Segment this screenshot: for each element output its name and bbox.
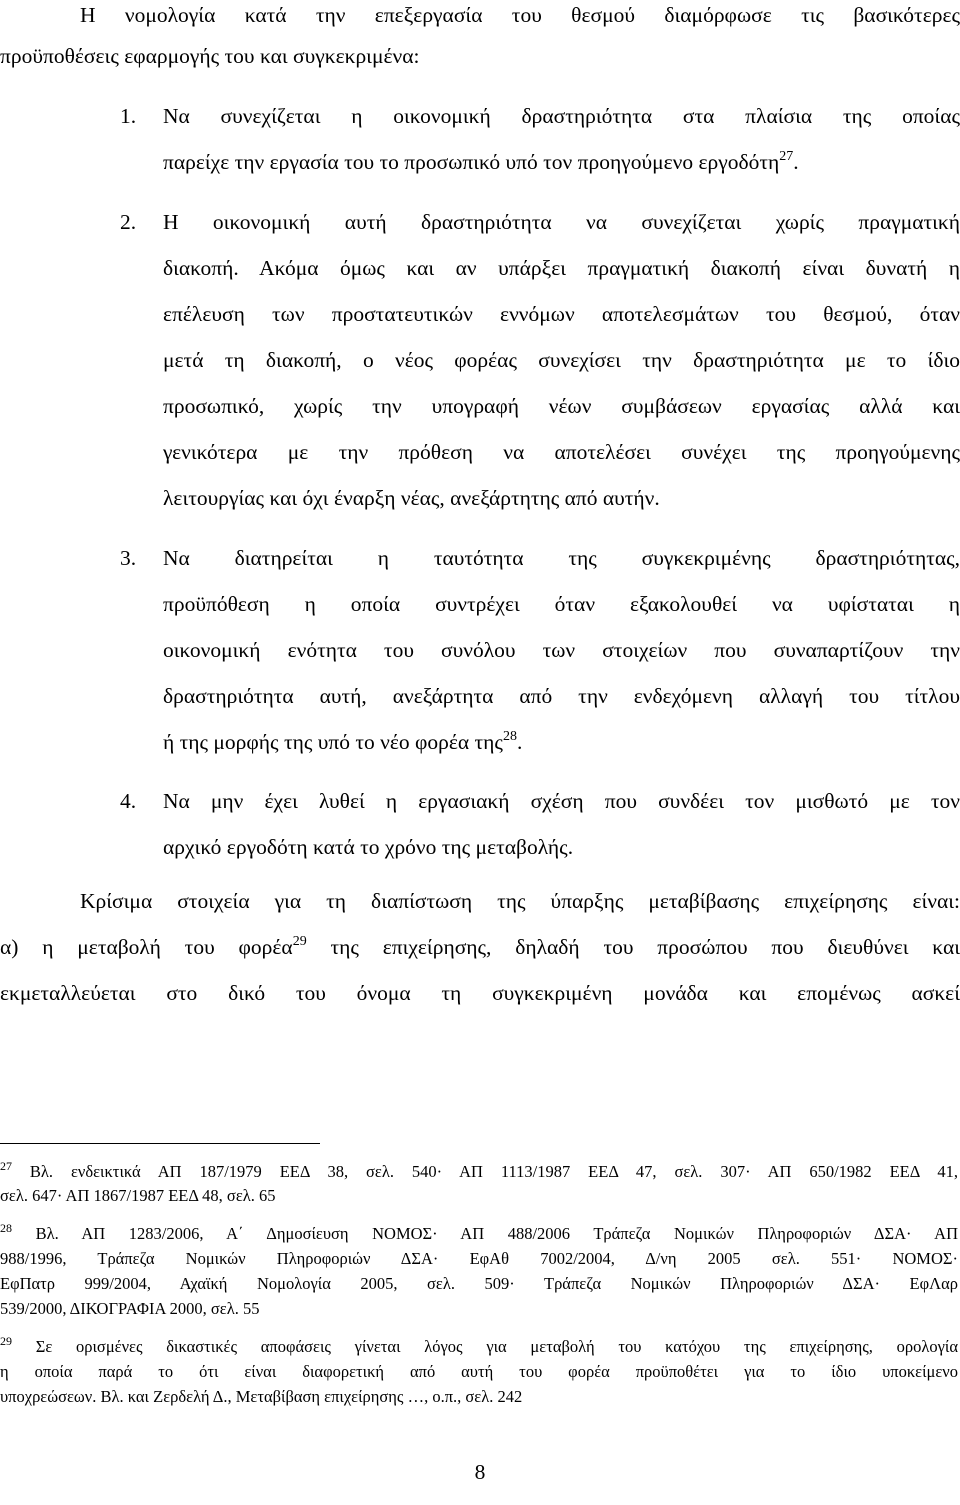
item-1-line-2 — [163, 139, 960, 186]
footnote-29-text-1: Σε ορισμένες δικαστικές αποφάσεις γίνεται λόγος για μεταβολή του κατόχου της επιχείρησης, ορολογία — [12, 1337, 958, 1356]
intro-line-1: Η νομολογία κατά την επεξεργασία του θεσμού διαμόρφωσε τις βασικότερες — [80, 3, 960, 27]
footnote-29-line-2: η οποία παρά το ότι είναι διαφορετική από αυτή του φορέα προϋποθέτει για το ίδιο υποκείμενο — [0, 1362, 958, 1381]
closing-line-1: Κρίσιμα στοιχεία για τη διαπίστωση της ύπαρξης μεταβίβασης επιχείρησης είναι: — [80, 889, 960, 913]
item-2-line-1 — [120, 199, 960, 246]
item-1-line-1 — [120, 93, 960, 140]
item-3-line-3: οικονομική ενότητα του συνόλου των στοιχείων που συναπαρτίζουν την — [163, 638, 960, 662]
item-3-line-2: προϋπόθεση η οποία συντρέχει όταν εξακολουθεί να υφίσταται η — [163, 592, 960, 616]
footnote-28-text-1: Βλ. ΑΠ 1283/2006, Α΄ Δημοσίευση ΝΟΜΟΣ· ΑΠ 488/2006 Τράπεζα Νομικών Πληροφοριών ΔΣΑ· ΑΠ — [12, 1224, 958, 1243]
item-2-line-4: μετά τη διακοπή, ο νέος φορέας συνεχίσει την δραστηριότητα με το ίδιο — [163, 348, 960, 372]
footnote-27-text-1: Βλ. ενδεικτικά ΑΠ 187/1979 ΕΕΔ 38, σελ. 540· ΑΠ 1113/1987 ΕΕΔ 47, σελ. 307· ΑΠ 650/1982 ΕΕΔ 41, — [12, 1162, 958, 1181]
footnote-27-line-2: σελ. 647· ΑΠ 1867/1987 ΕΕΔ 48, σελ. 65 — [0, 1186, 276, 1205]
page-number: 8 — [474, 1460, 486, 1484]
item-4-number: 4. — [120, 789, 137, 813]
footnote-28-line-2: 988/1996, Τράπεζα Νομικών Πληροφοριών ΔΣΑ· ΕφΑθ 7002/2004, Δ/νη 2005 σελ. 551· ΝΟΜΟΣ· — [0, 1249, 958, 1268]
closing-text-2-start: α) η μεταβολή του φορέα — [0, 935, 293, 959]
footnote-29-line-3: υποχρεώσεων. Βλ. και Ζερδελή Δ., Μεταβίβαση επιχείρησης …, ο.π., σελ. 242 — [0, 1387, 523, 1406]
item-1-text-2-end: . — [793, 150, 799, 174]
closing-line-2 — [0, 924, 960, 971]
footnote-28-line-3: ΕφΠατρ 999/2004, Αχαϊκή Νομολογία 2005, σελ. 509· Τράπεζα Νομικών Πληροφοριών ΔΣΑ· ΕφΛαρ — [0, 1274, 958, 1293]
item-4-line-2: αρχικό εργοδότη κατά το χρόνο της μεταβολής. — [163, 835, 574, 859]
intro-line-2: προϋποθέσεις εφαρμογής του και συγκεκριμένα: — [0, 44, 420, 68]
item-2-line-2: διακοπή. Ακόμα όμως και αν υπάρξει πραγματική διακοπή είναι δυνατή η — [163, 256, 960, 280]
footnote-ref-29[interactable]: 29 — [292, 934, 307, 949]
footnote-28-number: 28 — [0, 1221, 12, 1235]
closing-text-2-end: της επιχείρησης, δηλαδή του προσώπου που διευθύνει και — [306, 935, 960, 959]
item-4-text-1: Να μην έχει λυθεί η εργασιακή σχέση που συνδέει τον μισθωτό με τον — [163, 789, 960, 813]
footnote-28-line-1 — [0, 1222, 958, 1245]
footnote-29-line-1 — [0, 1335, 958, 1358]
footnote-28-line-4: 539/2000, ΔΙΚΟΓΡΑΦΙΑ 2000, σελ. 55 — [0, 1299, 260, 1318]
footnote-ref-27[interactable]: 27 — [779, 149, 794, 164]
closing-line-3: εκμεταλλεύεται στο δικό του όνομα τη συγκεκριμένη μονάδα και επομένως ασκεί — [0, 981, 960, 1005]
item-1-text-1: Να συνεχίζεται η οικονομική δραστηριότητα στα πλαίσια της οποίας — [163, 104, 960, 128]
item-2-line-7: λειτουργίας και όχι έναρξη νέας, ανεξάρτητης από αυτήν. — [163, 486, 660, 510]
footnote-27-number: 27 — [0, 1159, 12, 1173]
item-3-number: 3. — [120, 546, 137, 570]
item-3-text-1: Να διατηρείται η ταυτότητα της συγκεκριμένης δραστηριότητας, — [163, 546, 960, 570]
item-1-text-2: παρείχε την εργασία του το προσωπικό υπό τον προηγούμενο εργοδότη — [163, 150, 780, 174]
item-3-line-1 — [120, 535, 960, 582]
item-3-line-5 — [163, 719, 960, 766]
item-4-line-1 — [120, 778, 960, 825]
item-3-line-4: δραστηριότητα αυτή, ανεξάρτητα από την ενδεχόμενη αλλαγή του τίτλου — [163, 684, 960, 708]
item-2-text-1: Η οικονομική αυτή δραστηριότητα να συνεχίζεται χωρίς πραγματική — [163, 210, 960, 234]
footnote-ref-28[interactable]: 28 — [502, 729, 517, 744]
footnote-separator — [0, 1143, 320, 1144]
footnote-29-number: 29 — [0, 1334, 12, 1348]
item-1-number: 1. — [120, 104, 137, 128]
item-3-text-5-end: . — [516, 730, 523, 754]
item-2-number: 2. — [120, 210, 137, 234]
item-2-line-3: επέλευση των προστατευτικών εννόμων αποτελεσμάτων του θεσμού, όταν — [163, 302, 960, 326]
item-2-line-5: προσωπικό, χωρίς την υπογραφή νέων συμβάσεων εργασίας αλλά και — [163, 394, 960, 418]
item-2-line-6: γενικότερα με την πρόθεση να αποτελέσει συνέχει της προηγούμενης — [163, 440, 960, 464]
item-3-text-5: ή της μορφής της υπό το νέο φορέα της — [163, 730, 503, 754]
footnote-27-line-1 — [0, 1160, 958, 1183]
